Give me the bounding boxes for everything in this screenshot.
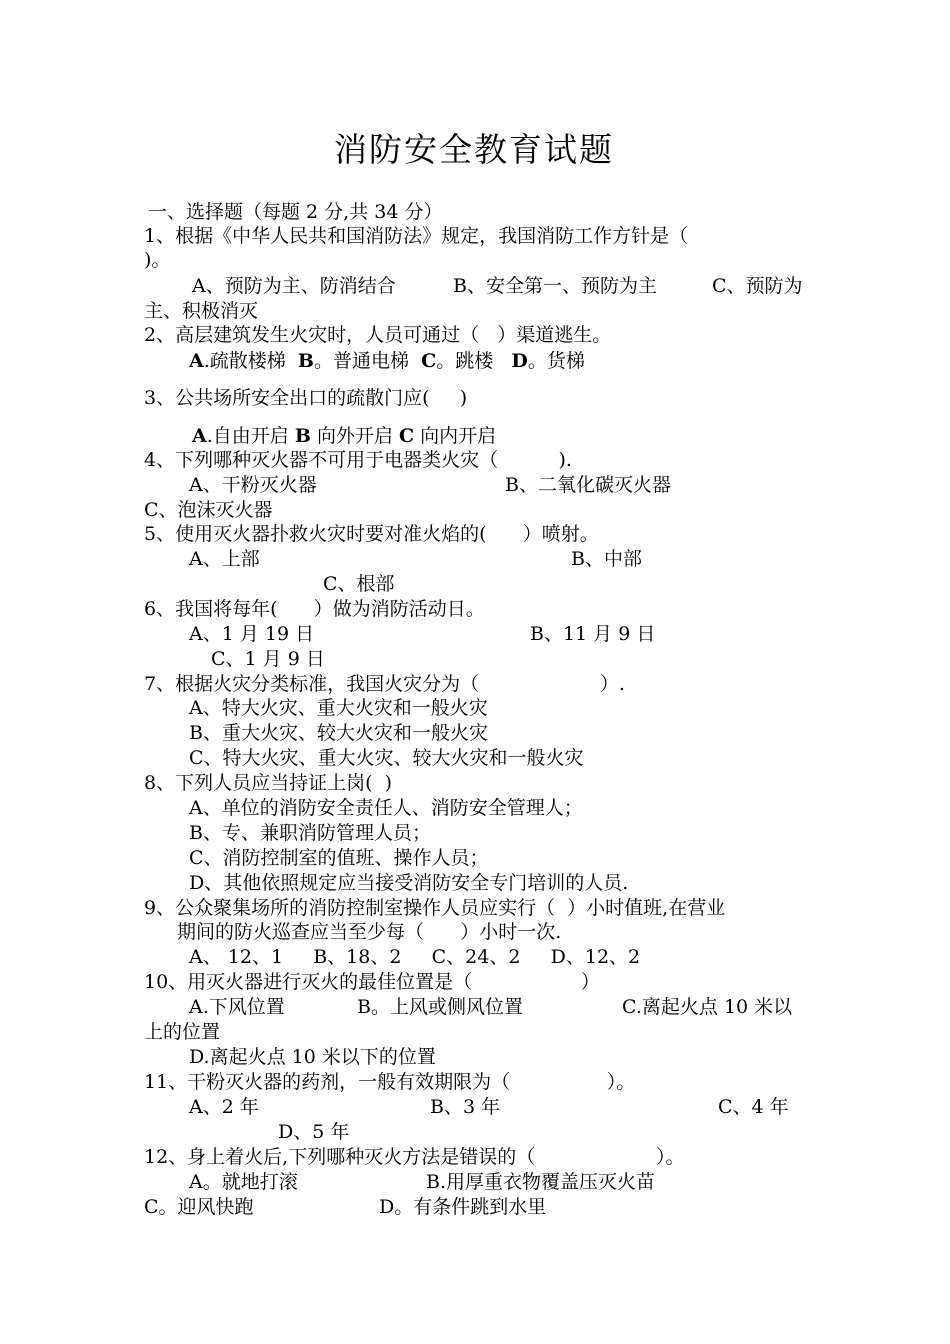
question-6-option-b: B、11 月 9 日 [530, 623, 656, 645]
question-8-stem: 8、下列人员应当持证上岗( ) [144, 772, 392, 794]
question-8-option-b: B、专、兼职消防管理人员； [189, 822, 431, 844]
question-3-option-b: 向外开启 [310, 425, 393, 447]
question-1-option-b: B、安全第一、预防为主 [453, 275, 657, 297]
question-2-option-a: .疏散楼梯 [203, 350, 286, 372]
question-5-option-a: A、上部 [189, 548, 260, 570]
question-3-option-b-letter: B [294, 425, 311, 447]
question-1-option-c-cont: 主、积极消灭 [144, 300, 259, 322]
question-10-option-b: B。上风或侧风位置 [357, 996, 523, 1018]
question-4-stem: 4、下列哪种灭火器不可用于电器类火灾（ ). [144, 449, 572, 471]
question-4-option-a: A、干粉灭火器 [189, 474, 317, 496]
question-3-option-c-letter: C [399, 425, 415, 447]
question-10-stem: 10、用灭火器进行灭火的最佳位置是（ ） [144, 971, 600, 993]
question-5-option-c: C、根部 [323, 573, 395, 595]
question-8-option-d: D、其他依照规定应当接受消防安全专门培训的人员. [189, 872, 629, 894]
question-2-option-c: 。跳楼 [436, 350, 494, 372]
question-2-option-d-letter: D [511, 350, 528, 372]
question-12-option-d: D。有条件跳到水里 [379, 1196, 547, 1218]
question-11-option-c: C、4 年 [718, 1096, 789, 1118]
question-6-stem: 6、我国将每年( ）做为消防活动日。 [144, 598, 485, 620]
question-5-stem: 5、使用灭火器扑救火灾时要对准火焰的( ）喷射。 [144, 523, 599, 545]
question-11-option-d: D、5 年 [278, 1121, 350, 1143]
question-1-option-a: A、预防为主、防消结合 [192, 275, 396, 297]
question-11-option-b: B、3 年 [430, 1096, 501, 1118]
question-3-option-a-letter: A [192, 425, 207, 447]
question-12-option-c: C。迎风快跑 [144, 1196, 254, 1218]
question-7-option-b: B、重大火灾、较大火灾和一般火灾 [189, 722, 488, 744]
question-2-option-b-letter: B [297, 350, 314, 372]
page-title: 消防安全教育试题 [334, 130, 614, 169]
question-3-options [192, 424, 496, 448]
question-12-option-a: A。就地打滚 [189, 1171, 298, 1193]
question-8-option-a: A、单位的消防安全责任人、消防安全管理人； [189, 797, 583, 819]
question-2-options [189, 349, 585, 373]
question-10-option-d: D.离起火点 10 米以下的位置 [189, 1046, 436, 1068]
question-11-option-a: A、2 年 [189, 1096, 259, 1118]
question-12-option-b: B.用厚重衣物覆盖压灭火苗 [426, 1171, 656, 1193]
question-7-option-c: C、特大火灾、重大火灾、较大火灾和一般火灾 [189, 747, 584, 769]
question-1-stem: 1、根据《中华人民共和国消防法》规定，我国消防工作方针是（ [144, 225, 689, 247]
question-9-stem-cont: 期间的防火巡查应当至少每（ ）小时一次. [177, 921, 562, 943]
question-5-option-b: B、中部 [571, 548, 642, 570]
question-12-stem: 12、身上着火后,下列哪种灭火方法是错误的（ ）。 [144, 1146, 685, 1168]
question-11-stem: 11、干粉灭火器的药剂，一般有效期限为（ ）。 [144, 1071, 636, 1093]
question-9-options: A、 12、1 B、18、2 C、24、2 D、12、2 [189, 946, 641, 968]
question-1-option-c: C、预防为 [712, 275, 803, 297]
question-10-option-a: A.下风位置 [189, 996, 285, 1018]
question-1-stem-cont: )。 [144, 249, 171, 271]
question-2-option-c-letter: C [421, 350, 437, 372]
question-10-option-c-cont: 上的位置 [144, 1021, 221, 1043]
question-3-option-c: 向内开启 [414, 425, 497, 447]
section-heading: 一、选择题（每题 2 分,共 34 分） [148, 201, 443, 223]
question-2-option-d: 。货梯 [527, 350, 585, 372]
question-4-option-c: C、泡沫灭火器 [144, 499, 273, 521]
question-2-stem: 2、高层建筑发生火灾时，人员可通过（ ）渠道逃生。 [144, 324, 612, 346]
question-6-option-a: A、1 月 19 日 [189, 623, 315, 645]
question-7-stem: 7、根据火灾分类标准，我国火灾分为（ ）. [144, 673, 625, 695]
question-9-stem: 9、公众聚集场所的消防控制室操作人员应实行（ ）小时值班,在营业 [144, 897, 726, 919]
question-3-option-a: .自由开启 [206, 425, 289, 447]
question-10-option-c: C.离起火点 10 米以 [622, 996, 793, 1018]
question-2-option-b: 。普通电梯 [313, 350, 409, 372]
question-8-option-c: C、消防控制室的值班、操作人员； [189, 847, 489, 869]
question-7-option-a: A、特大火灾、重大火灾和一般火灾 [189, 697, 488, 719]
question-3-stem: 3、公共场所安全出口的疏散门应( ) [144, 387, 468, 409]
question-6-option-c: C、1 月 9 日 [211, 648, 325, 670]
question-4-option-b: B、二氧化碳灭火器 [505, 474, 671, 496]
question-2-option-a-letter: A [189, 350, 204, 372]
